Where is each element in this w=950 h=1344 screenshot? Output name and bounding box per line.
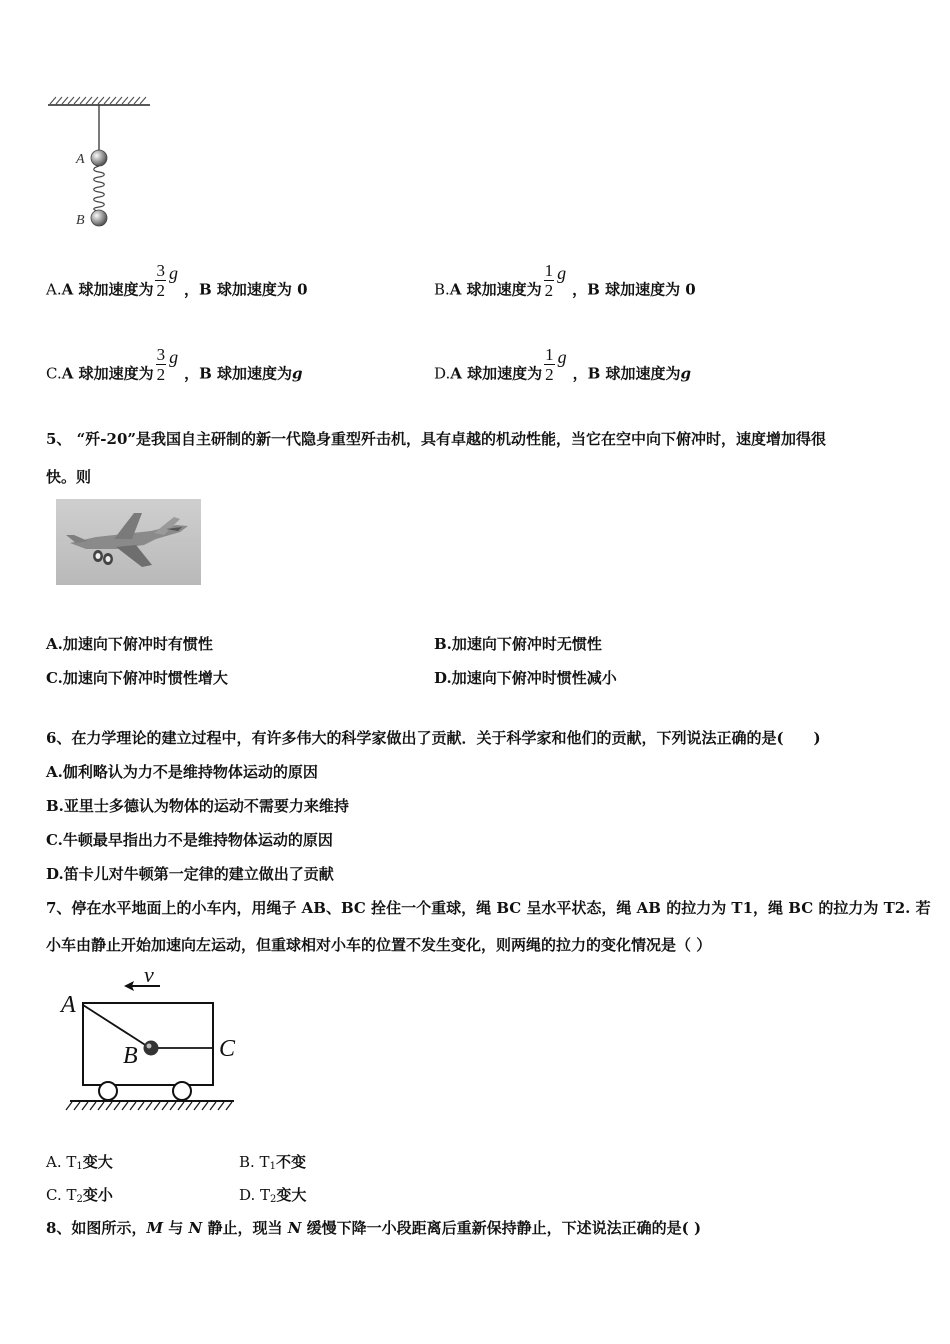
label-b: B bbox=[123, 1043, 138, 1069]
q7-stem-line2: 小车由静止开始加速向左运动，但重球相对小车的位置不发生变化，则两绳的拉力的变化情况是（ ） bbox=[46, 936, 712, 954]
q7-stem-line1: 7、停在水平地面上的小车内，用绳子 AB、BC 拴住一个重球，绳 BC 呈水平状态，绳 AB 的拉力为 T1，绳 BC 的拉力为 T2. 若 bbox=[46, 899, 931, 917]
fraction-3-2: $\frac{3}{2}$ bbox=[156, 345, 166, 384]
label-c: C bbox=[219, 1036, 236, 1062]
q6-option-b[interactable]: B.亚里士多德认为物体的运动不需要力来维持 bbox=[46, 797, 349, 815]
label-a: A bbox=[76, 152, 85, 167]
q7-option-a[interactable]: A. $T_1$变大 bbox=[46, 1153, 113, 1172]
q5-option-d[interactable]: D.加速向下俯冲时惯性减小 bbox=[434, 669, 617, 687]
q5-option-b[interactable]: B.加速向下俯冲时无惯性 bbox=[434, 635, 602, 653]
q6-option-d[interactable]: D.笛卡儿对牛顿第一定律的建立做出了贡献 bbox=[46, 865, 334, 883]
q4-option-d[interactable]: D.A 球加速度为 $\frac{1}{2}$ g，B 球加速度为g bbox=[434, 345, 692, 384]
q4-option-a[interactable]: A.A 球加速度为 $\frac{3}{2}$ g，B 球加速度为 0 bbox=[46, 261, 308, 300]
cart-figure bbox=[56, 962, 241, 1117]
q6-option-c[interactable]: C.牛顿最早指出力不是维持物体运动的原因 bbox=[46, 831, 333, 849]
jet-fighter-image bbox=[56, 499, 201, 585]
q4-option-c[interactable]: C.A 球加速度为 $\frac{3}{2}$ g，B 球加速度为g bbox=[46, 345, 303, 384]
q5-option-a[interactable]: A.加速向下俯冲时有惯性 bbox=[46, 635, 213, 653]
fraction-3-2: $\frac{3}{2}$ bbox=[156, 261, 165, 300]
q8-stem: 8、如图所示，M 与 N 静止，现当 N 缓慢下降一小段距离后重新保持静止，下述说法正确的是( ) bbox=[46, 1219, 702, 1237]
label-a: A bbox=[61, 992, 76, 1018]
q6-option-a[interactable]: A.伽利略认为力不是维持物体运动的原因 bbox=[46, 763, 318, 781]
q7-option-d[interactable]: D. $T_2$变大 bbox=[239, 1186, 307, 1205]
velocity-label: v bbox=[144, 962, 154, 987]
q5-option-c[interactable]: C.加速向下俯冲时惯性增大 bbox=[46, 669, 228, 687]
label-b: B bbox=[76, 213, 85, 228]
q6-stem: 6、在力学理论的建立过程中，有许多伟大的科学家做出了贡献．关于科学家和他们的贡献，下列说法正确的是( ) bbox=[46, 729, 821, 747]
spring-balls-figure bbox=[40, 95, 160, 235]
q4-option-b[interactable]: B.A 球加速度为 $\frac{1}{2}$ g，B 球加速度为 0 bbox=[434, 261, 696, 300]
q7-option-b[interactable]: B. $T_1$不变 bbox=[239, 1153, 306, 1172]
q5-stem-line2: 快。则 bbox=[46, 468, 92, 486]
q5-stem-line1: 5、 “歼-20”是我国自主研制的新一代隐身重型歼击机，具有卓越的机动性能，当它在空中向下俯冲时，速度增加得很 bbox=[46, 430, 827, 448]
fraction-1-2: $\frac{1}{2}$ bbox=[544, 261, 554, 300]
q7-option-c[interactable]: C. $T_2$变小 bbox=[46, 1186, 113, 1205]
fraction-1-2: $\frac{1}{2}$ bbox=[545, 345, 554, 384]
